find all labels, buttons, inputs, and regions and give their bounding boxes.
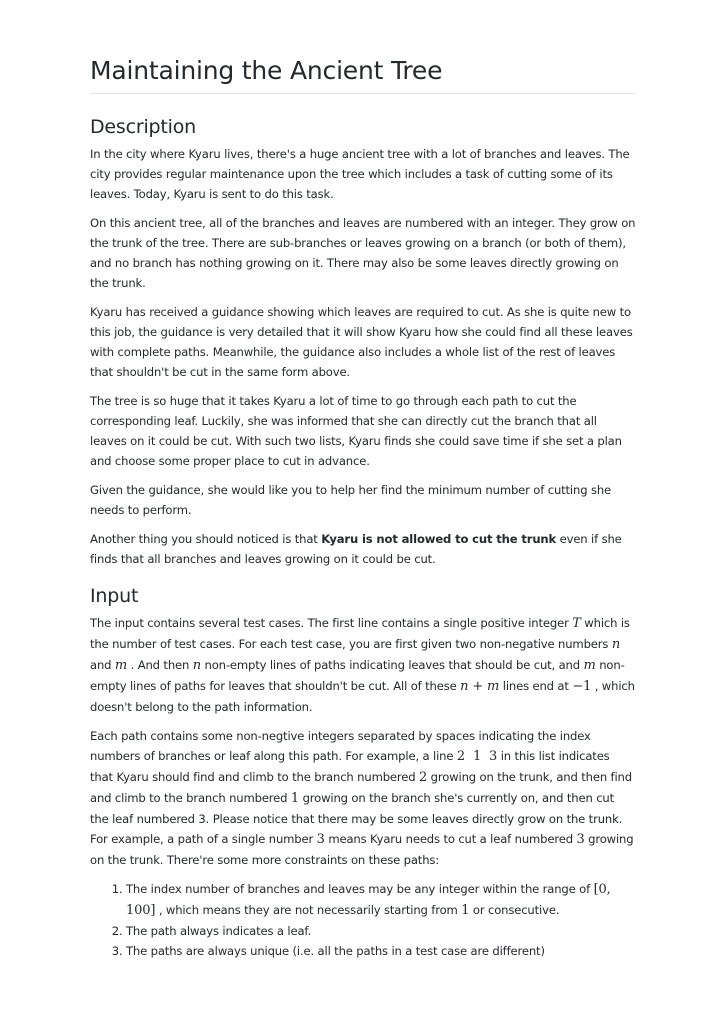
description-paragraph-6 <box>90 529 636 569</box>
constraint-item <box>126 879 636 921</box>
math-number: 3 <box>316 832 325 847</box>
text-span: Each path contains some non-negtive integers separated by spaces indicating the index numbers of branches or leaf along this path. For example, a line <box>90 729 591 763</box>
description-paragraph-5: Given the guidance, she would like you to help her find the minimum number of cutting she needs to perform. <box>90 483 612 517</box>
text-span: in this list indicates that Kyaru should find and climb to the branch numbered <box>90 749 610 784</box>
math-m: m <box>583 658 596 673</box>
text-span: growing on the branch she's currently on, and then cut the leaf numbered 3. Please notice that there may be some leaves directly grow on the trunk. For example, a path of a single number <box>90 791 623 846</box>
text-span: growing on the trunk, and then find and climb to the branch numbered <box>90 770 632 805</box>
text-span: growing on the trunk. There're some more constraints on these paths: <box>90 832 634 867</box>
text-span: even if she finds that all branches and leaves growing on it could be cut. <box>90 532 622 566</box>
text-span: The input contains several test cases. The first line contains a single positive integer <box>90 616 573 630</box>
text-span: means Kyaru needs to cut a leaf numbered <box>324 832 577 846</box>
math-range: [0, 100] <box>126 882 611 918</box>
description-paragraph-3: Kyaru has received a guidance showing which leaves are required to cut. As she is quite new to this job, the guidance is very detailed that it will show Kyaru how she could find all these leaves with complete paths. Meanwhile, the guidance also includes a whole list of the rest of leaves that shouldn't be cut in the same form above. <box>90 305 633 379</box>
text-span: The index number of branches and leaves may be any integer within the range of <box>126 882 594 896</box>
text-span: Another thing you should noticed is that <box>90 532 322 546</box>
math-number: 2 <box>419 770 428 785</box>
text-span: . And then <box>127 658 193 672</box>
math-m: m <box>114 658 128 673</box>
math-n-plus-m: n + m <box>460 679 500 694</box>
constraint-item: 3. The paths are always unique (i.e. all the paths in a test case are different) <box>126 941 636 961</box>
text-span: , which means they are not necessarily starting from <box>155 903 462 917</box>
math-minus-one: −1 <box>572 679 592 694</box>
math-n: n <box>611 637 621 652</box>
description-paragraph-4: The tree is so huge that it takes Kyaru a lot of time to go through each path to cut the corresponding leaf. Luckily, she was informed that she can directly cut the branch that all leaves on it could be cut. With such two lists, Kyaru finds she could save time if she set a plan and choose some proper place to cut in advance. <box>90 394 622 468</box>
input-heading: Input <box>90 585 139 607</box>
math-T: T <box>572 616 581 631</box>
trunk-warning: Kyaru is not allowed to cut the trunk <box>321 532 557 546</box>
math-number: 3 <box>576 832 585 847</box>
constraint-item: 2. The path always indicates a leaf. <box>126 921 636 941</box>
text-span: lines end at <box>499 679 573 693</box>
math-n: n <box>192 658 201 673</box>
description-paragraph-1: In the city where Kyaru lives, there's a huge ancient tree with a lot of branches and leaves. The city provides regular maintenance upon the tree which includes a task of cutting some of its leaves. Today, Kyaru is sent to do this task. <box>90 147 630 201</box>
page-title: Maintaining the Ancient Tree <box>90 56 636 94</box>
text-span: , which doesn't belong to the path information. <box>90 679 635 714</box>
input-paragraph-2 <box>90 726 636 870</box>
math-number: 1 <box>290 791 300 806</box>
text-span: which is the number of test cases. For each test case, you are first given two non-negative numbers <box>90 616 630 651</box>
description-paragraph-2: On this ancient tree, all of the branches and leaves are numbered with an integer. They grow on the trunk of the tree. There are sub-branches or leaves growing on a branch (or both of them), and no branch has nothing growing on it. There may also be some leaves directly growing on the trunk. <box>90 216 636 290</box>
math-example-path: 2 1 3 <box>456 749 498 764</box>
math-number: 1 <box>461 903 470 918</box>
input-paragraph-1 <box>90 613 636 717</box>
text-span: and <box>90 658 115 672</box>
text-span: or consecutive. <box>469 903 560 917</box>
description-heading: Description <box>90 116 197 138</box>
constraints-list <box>90 879 636 961</box>
text-span: non-empty lines of paths for leaves that shouldn't be cut. All of these <box>90 658 625 693</box>
text-span: non-empty lines of paths indicating leaves that should be cut, and <box>200 658 584 672</box>
